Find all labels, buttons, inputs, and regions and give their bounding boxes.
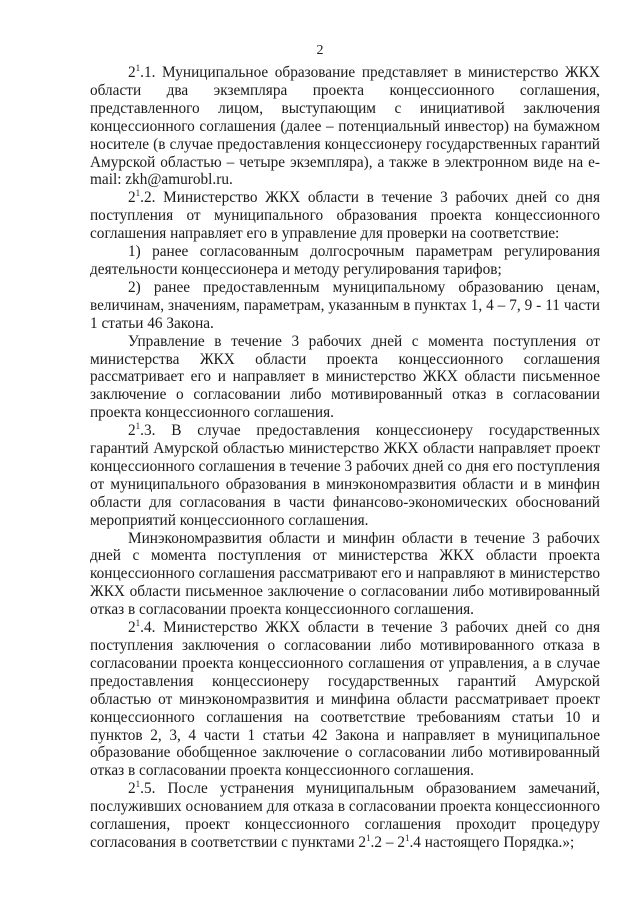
paragraph-2-1-2 xyxy=(90,189,600,243)
clause-superscript: 1 xyxy=(135,618,141,629)
paragraph-text: .2. Министерство ЖКХ области в течение 3 рабочих дней со дня поступления от муниципального образования проекта концессионного соглашения направляет его в управление для проверки на соответствие: xyxy=(90,189,600,243)
clause-superscript: 1 xyxy=(366,832,371,843)
paragraph-text: .4 настоящего Порядка.»; xyxy=(409,833,575,851)
paragraph-text: .3. В случае предоставления концессионеру государственных гарантий Амурской областью министерство ЖКХ области направляет проект концессионного соглашения в течение 3 рабочих дней со дня его поступления от муниципального образования в минэкономразвития области и в минфин области для согласования в части финансово-экономических обоснований мероприятий концессионного соглашения. xyxy=(90,422,600,529)
paragraph-ministries-review: Минэкономразвития области и минфин области в течение 3 рабочих дней с момента поступления от министерства ЖКХ области проекта концессионного соглашения рассматривают его и направляют в министерство ЖКХ области письменное заключение о согласовании либо мотивированный отказ в согласовании проекта концессионного соглашения. xyxy=(90,529,600,619)
clause-superscript: 1 xyxy=(404,832,410,843)
paragraph-2-1-4 xyxy=(90,619,600,780)
clause-reference: 2 xyxy=(358,833,367,851)
paragraph-text: .5. После устранения муниципальным образованием замечаний, послуживших основанием для отказа в согласовании проекта концессионного соглашения, проект концессионного соглашения проходит процедуру согласования в соответствии с пунктами xyxy=(90,780,600,851)
clause-number: 2 xyxy=(128,780,136,798)
list-item-2: 2) ранее предоставленным муниципальному образованию ценам, величинам, значениям, параметрам, указанным в пунктах 1, 4 – 7, 9 - 11 части 1 статьи 46 Закона. xyxy=(90,278,600,332)
page-number: 2 xyxy=(316,43,324,58)
clause-number: 2 xyxy=(128,422,136,440)
paragraph-management-review: Управление в течение 3 рабочих дней с момента поступления от министерства ЖКХ области проекта концессионного соглашения рассматривает его и направляет в министерство ЖКХ области письменное заключение о согласовании либо мотивированный отказ в согласовании проекта концессионного соглашения. xyxy=(90,332,600,422)
list-item-1: 1) ранее согласованным долгосрочным параметрам регулирования деятельности концессионера и методу регулирования тарифов; xyxy=(90,243,600,278)
clause-superscript: 1 xyxy=(135,63,141,73)
clause-superscript: 1 xyxy=(135,421,141,432)
paragraph-2-1-5 xyxy=(90,780,600,852)
document-body xyxy=(90,64,600,852)
clause-superscript: 1 xyxy=(135,779,141,790)
clause-number: 2 xyxy=(128,189,136,207)
clause-reference: 2 xyxy=(397,833,405,851)
paragraph-2-1-1 xyxy=(90,64,600,189)
paragraph-text: .2 – xyxy=(370,833,398,851)
clause-superscript: 1 xyxy=(135,188,141,199)
paragraph-2-1-3 xyxy=(90,422,600,529)
paragraph-text: .1. Муниципальное образование представляет в министерство ЖКХ области два экземпляра проекта концессионного соглашения, представленного лицом, выступающим с инициативой заключения концессионного соглашения (далее – потенциальный инвестор) на бумажном носителе (в случае предоставления концессионеру государственных гарантий Амурской областью – четыре экземпляра), а также в электронном виде на e-mail: zkh@amurobl.ru. xyxy=(90,64,600,189)
paragraph-text: .4. Министерство ЖКХ области в течение 3 рабочих дней со дня поступления заключения о согласовании либо мотивированного отказа в согласовании проекта концессионного соглашения от управления, а в случае предоставления концессионеру государственных гарантий Амурской областью от минэкономразвития и минфина области рассматривает проект концессионного соглашения на соответствие требованиям статьи 10 и пунктов 2, 3, 4 части 1 статьи 42 Закона и направляет в муниципальное образование обобщенное заключение о согласовании либо мотивированный отказ в согласовании проекта концессионного соглашения. xyxy=(90,619,600,780)
clause-number: 2 xyxy=(128,64,136,81)
clause-number: 2 xyxy=(128,619,136,637)
